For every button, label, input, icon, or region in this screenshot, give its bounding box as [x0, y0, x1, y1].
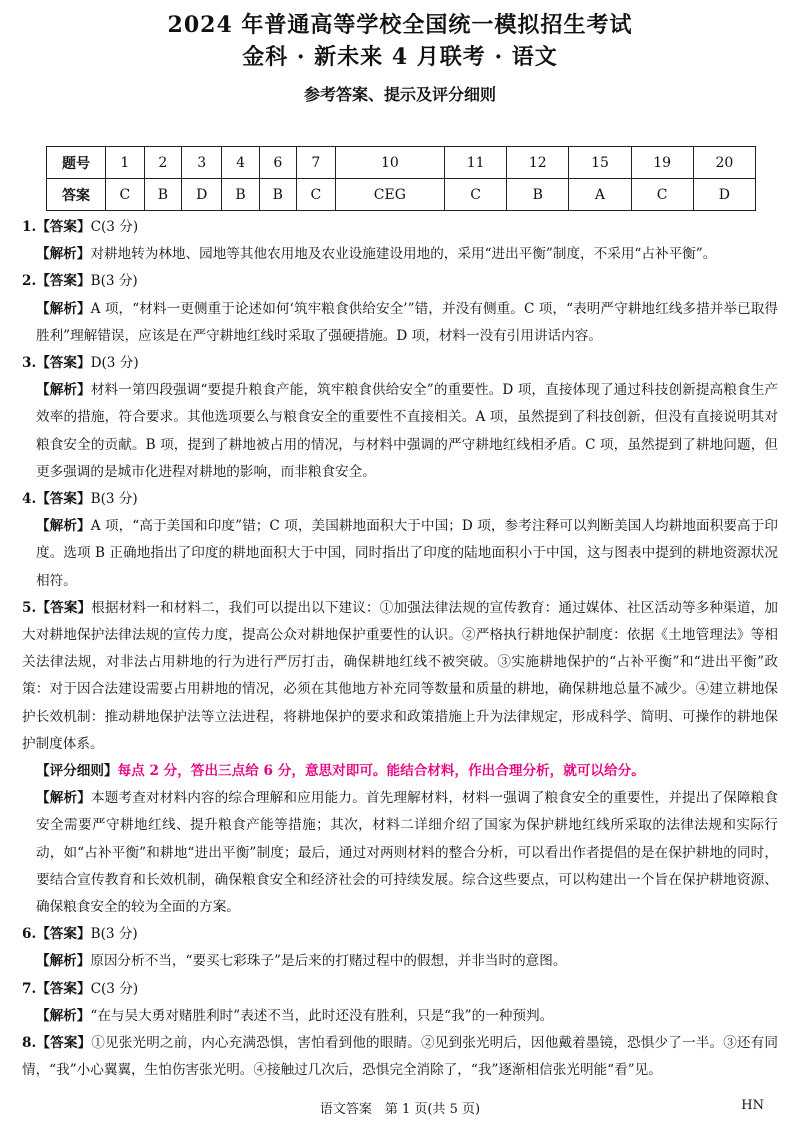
- document-title: 参考答案、提示及评分细则: [303, 85, 496, 104]
- q6-analysis: [22, 948, 778, 975]
- question-number-cell: 20: [693, 147, 755, 179]
- q4-analysis: [22, 513, 778, 595]
- answer-cell: C: [631, 179, 693, 211]
- answer-text: B(3 分): [90, 273, 138, 290]
- answer-cell: D: [181, 179, 221, 211]
- question-number-cell: 19: [631, 147, 693, 179]
- q5-analysis: [22, 785, 778, 921]
- answer-cell: C: [445, 179, 507, 211]
- answer-text: C(3 分): [90, 980, 139, 997]
- answer-tag: 【答案】: [36, 491, 91, 508]
- analysis-tag: 【解析】: [36, 790, 91, 807]
- answer-cell: C: [106, 179, 145, 211]
- answer-explanations: [22, 214, 778, 1085]
- exam-subtitle: 金科 · 新未来 4 月联考 · 语文: [242, 44, 558, 70]
- analysis-tag: 【解析】: [36, 953, 91, 970]
- analysis-text: “在与吴大勇对赌胜利时”表述不当，此时还没有胜利，只是“我”的一种预判。: [90, 1007, 554, 1024]
- question-number-cell: 4: [222, 147, 259, 179]
- question-number: 5.: [22, 599, 37, 616]
- q6-answer: [22, 921, 778, 948]
- exam-title: 2024 年普通高等学校全国统一模拟招生考试: [167, 12, 633, 38]
- question-number-cell: 1: [106, 147, 145, 179]
- answer-text: 根据材料一和材料二，我们可以提出以下建议：①加强法律法规的宣传教育：通过媒体、社区活动等多种渠道，加大对耕地保护法律法规的宣传力度，提高公众对耕地保护重要性的认识。②严格执行耕地保护制度：依据《土地管理法》等相关法律法规，对非法占用耕地的行为进行严厉打击，确保耕地红线不被突破。③实施耕地保护的“占补平衡”和“进出平衡”政策：对于因合法建设需要占用耕地的情况，必须在其他地方补充同等数量和质量的耕地，确保耕地总量不减少。④建立耕地保护长效机制：推动耕地保护法等立法进程，将耕地保护的要求和政策措施上升为法律规定，形成科学、简明、可操作的耕地保护制度体系。: [22, 599, 778, 752]
- answer-text: ①见张光明之前，内心充满恐惧，害怕看到他的眼睛。②见到张光明后，因他戴着墨镜，恐惧少了一半。③还有同情，“我”小心翼翼，生怕伤害张光明。④接触过几次后，恐惧完全消除了，“我”逐渐相信张光明能“看”见。: [22, 1035, 778, 1079]
- answer-tag: 【答案】: [36, 926, 91, 943]
- answer-tag: 【答案】: [36, 219, 91, 235]
- answer-cell: C: [296, 179, 335, 211]
- analysis-tag: 【解析】: [36, 1007, 91, 1024]
- answer-cell: A: [569, 179, 631, 211]
- answer-cell: B: [259, 179, 296, 211]
- question-number: 2.: [22, 273, 37, 290]
- analysis-text: 材料一第四段强调“要提升粮食产能，筑牢粮食供给安全”的重要性。D 项，直接体现了通过科技创新提高粮食生产效率的措施，符合要求。其他选项要么与粮食安全的重要性不直接相关。A 项，虽然提到了科技创新，但没有直接说明其对粮食安全的贡献。B 项，提到了耕地被占用的情况，与材料中强调的严守耕地红线相矛盾。C 项，虽然提到了耕地问题，但更多强调的是城市化进程对耕地的影响，而非粮食安全。: [36, 382, 778, 480]
- question-number: 6.: [22, 926, 37, 943]
- q3-answer: [22, 350, 778, 377]
- answer-text: C(3 分): [90, 219, 139, 235]
- analysis-tag: 【解析】: [36, 246, 91, 263]
- analysis-tag: 【解析】: [36, 382, 91, 399]
- question-number-cell: 6: [259, 147, 296, 179]
- page-footer: 语文答案 第 1 页(共 5 页): [319, 1102, 481, 1117]
- answer-text: B(3 分): [90, 491, 138, 508]
- analysis-tag: 【解析】: [36, 518, 91, 535]
- answer-row: [47, 179, 756, 211]
- question-number-cell: 15: [569, 147, 631, 179]
- answer-cell: D: [693, 179, 755, 211]
- answer-text: B(3 分): [90, 926, 138, 943]
- q3-analysis: [22, 377, 778, 486]
- answer-cell: B: [144, 179, 181, 211]
- question-number: 4.: [22, 491, 37, 508]
- analysis-text: A 项，“材料一更侧重于论述如何‘筑牢粮食供给安全’”错，并没有侧重。C 项，“表明严守耕地红线多措并举已取得胜利”理解错误，应该是在严守耕地红线时采取了强硬措施。D 项，材料一没有引用讲话内容。: [36, 300, 778, 344]
- analysis-tag: 【解析】: [36, 300, 91, 317]
- answer-cell: CEG: [335, 179, 444, 211]
- q5-scoring: [22, 758, 778, 785]
- question-number: 8.: [22, 1035, 37, 1052]
- question-number: 3.: [22, 355, 37, 372]
- q2-analysis: [22, 296, 778, 350]
- region-code: HN: [741, 1098, 764, 1113]
- q8-answer: [22, 1030, 778, 1084]
- row-label-question: 题号: [47, 147, 106, 179]
- analysis-text: A 项，“高于美国和印度”错；C 项，美国耕地面积大于中国；D 项，参考注释可以判断美国人均耕地面积要高于印度。选项 B 正确地指出了印度的耕地面积大于中国，同时指出了印度的陆地面积小于中国，这与图表中提到的耕地资源状况相符。: [36, 518, 779, 589]
- question-number-cell: 2: [144, 147, 181, 179]
- question-number: 1.: [22, 219, 37, 235]
- answer-tag: 【答案】: [36, 355, 91, 372]
- answer-table: [46, 146, 756, 211]
- question-number-cell: 12: [507, 147, 569, 179]
- q5-answer: [22, 595, 778, 758]
- answer-tag: 【答案】: [36, 980, 91, 997]
- q1-answer: [22, 214, 778, 241]
- question-number: 7.: [22, 980, 37, 997]
- answer-cell: B: [507, 179, 569, 211]
- answer-tag: 【答案】: [36, 273, 91, 290]
- row-label-answer: 答案: [47, 179, 106, 211]
- analysis-text: 原因分析不当，“要买七彩珠子”是后来的打赌过程中的假想，并非当时的意图。: [90, 953, 567, 970]
- answer-tag: 【答案】: [36, 1035, 92, 1052]
- question-number-row: [47, 147, 756, 179]
- q1-analysis: [22, 241, 778, 268]
- scoring-tag: 【评分细则】: [36, 763, 118, 780]
- scoring-text: 每点 2 分，答出三点给 6 分，意思对即可。能结合材料，作出合理分析，就可以给分。: [117, 763, 645, 780]
- analysis-text: 本题考查对材料内容的综合理解和应用能力。首先理解材料，材料一强调了粮食安全的重要性，并提出了保障粮食安全需要严守耕地红线、提升粮食产能等措施；其次，材料二详细介绍了国家为保护耕地红线所采取的法律法规和实际行动，如“占补平衡”和耕地“进出平衡”制度；最后，通过对两则材料的整合分析，可以看出作者提倡的是在保护耕地的同时，要结合宣传教育和长效机制，确保粮食安全和经济社会的可持续发展。综合这些要点，可以构建出一个旨在保护耕地资源、确保粮食安全的较为全面的方案。: [36, 790, 779, 916]
- question-number-cell: 11: [445, 147, 507, 179]
- answer-cell: B: [222, 179, 259, 211]
- q7-analysis: [22, 1003, 778, 1030]
- question-number-cell: 10: [335, 147, 444, 179]
- q2-answer: [22, 268, 778, 295]
- answer-text: D(3 分): [90, 355, 139, 372]
- q7-answer: [22, 976, 778, 1003]
- question-number-cell: 3: [181, 147, 221, 179]
- answer-tag: 【答案】: [36, 599, 92, 616]
- question-number-cell: 7: [296, 147, 335, 179]
- analysis-text: 对耕地转为林地、园地等其他农用地及农业设施建设用地的，采用“进出平衡”制度，不采用“占补平衡”。: [90, 246, 717, 263]
- q4-answer: [22, 486, 778, 513]
